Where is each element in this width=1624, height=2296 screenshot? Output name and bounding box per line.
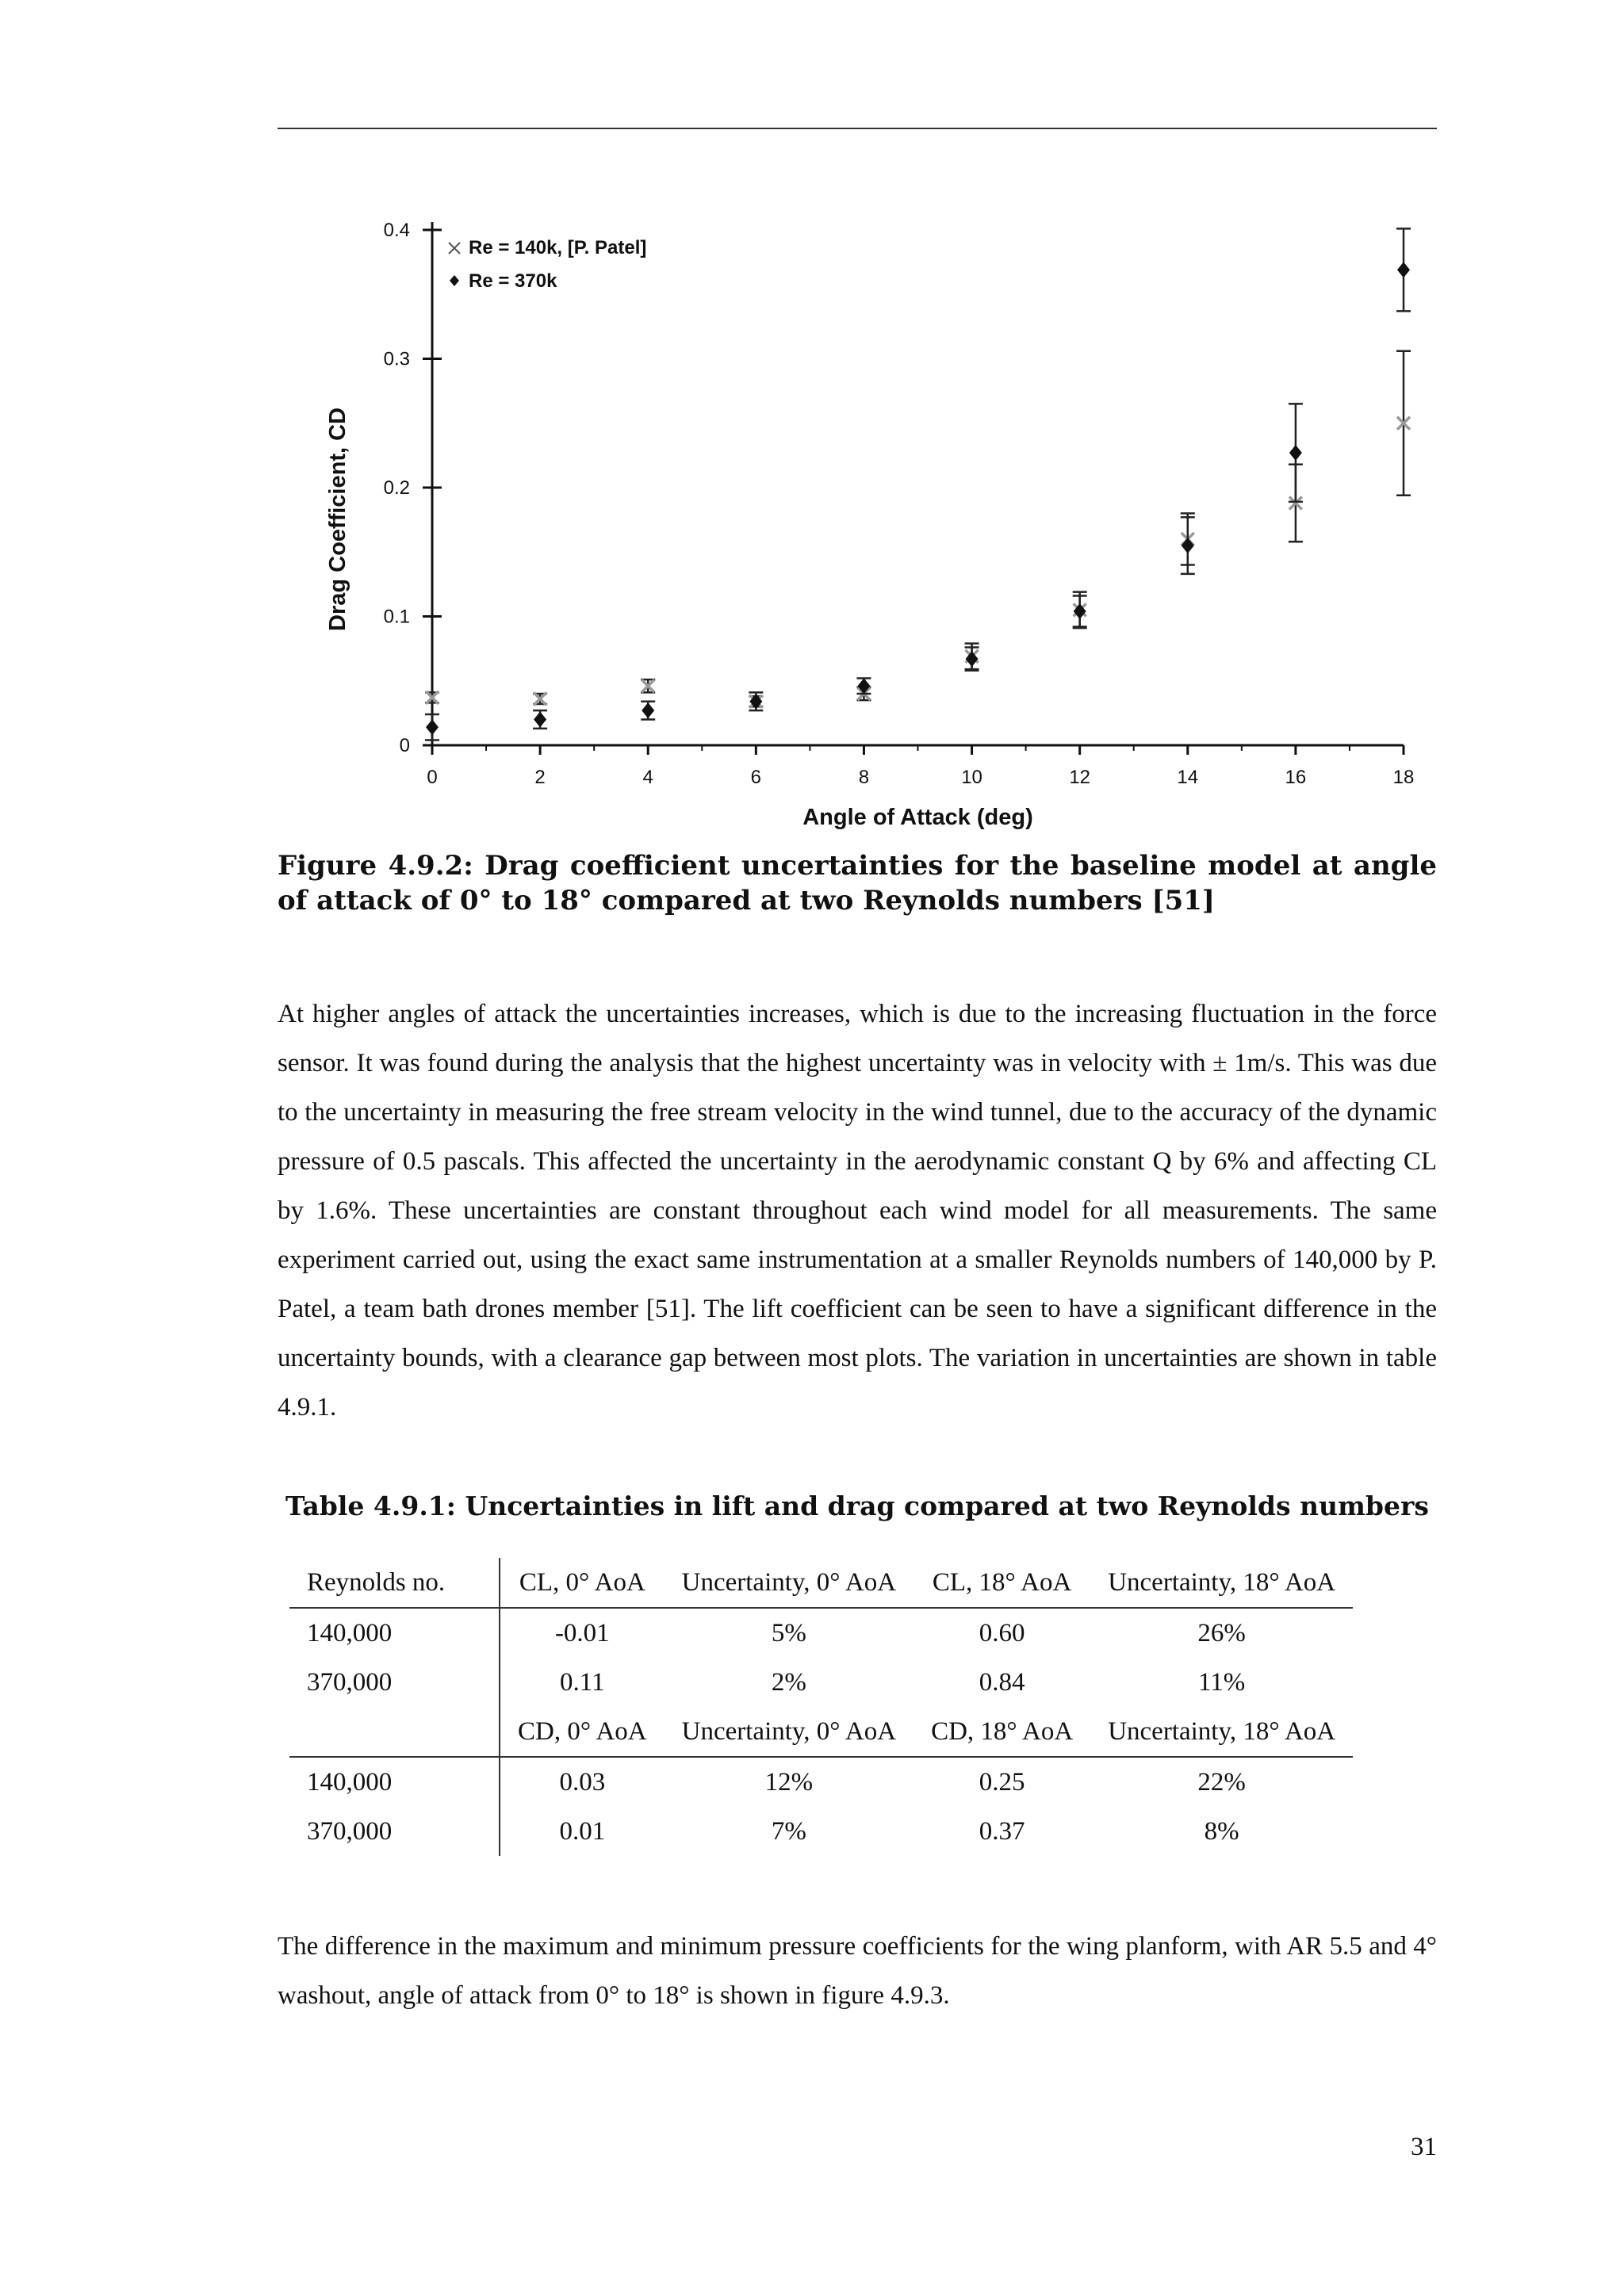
data-point-diamond [1182,538,1194,553]
figure-caption: Figure 4.9.2: Drag coefficient uncertainties for the baseline model at angle of attack of 0° to 18° compared at two Reynolds numbers [51] [278,850,1437,916]
table-cell: 0.25 [979,1767,1025,1797]
table-cell: 2% [771,1667,806,1697]
table-cell: 370,000 [289,1807,500,1856]
table-header-cell: CL, 0° AoA [500,1558,665,1608]
table-header-cell: Uncertainty, 18° AoA [1090,1558,1353,1608]
x-tick-label: 12 [1069,767,1091,788]
x-tick-label: 16 [1285,767,1307,788]
x-tick-label: 4 [642,767,653,788]
data-point-diamond [1289,445,1302,461]
table-header-row [289,1707,1353,1757]
paragraph-uncertainty: At higher angles of attack the uncertainties increases, which is due to the increasing fluctuation in the force sensor. It was found during the analysis that the highest uncertainty was in velocity with ± 1m/s. This was due to the uncertainty in measuring the free stream velocity in the wind tunnel, due to the accuracy of the dynamic pressure of 0.5 pascals. This affected the uncertainty in the aerodynamic constant Q by 6% and affecting CL by 1.6%. These uncertainties are constant throughout each wind model for all measurements. The same experiment carried out, using the exact same instrumentation at a smaller Reynolds numbers of 140,000 by P. Patel, a team bath drones member [51]. The lift coefficient can be seen to have a significant difference in the uncertainty bounds, with a clearance gap between most plots. The variation in uncertainties are shown in table 4.9.1. [278,1000,1437,1422]
table-cell: 11% [1198,1667,1246,1697]
table-row [289,1807,1353,1856]
y-tick-label: 0 [399,735,410,756]
table-cell: 140,000 [289,1608,500,1658]
y-axis-label: Drag Coefficient, CD [325,408,350,631]
table-row [289,1608,1353,1658]
drag-coefficient-chart [301,206,1427,840]
x-tick-label: 18 [1392,767,1415,788]
data-point-diamond [642,702,654,718]
page-number: 31 [1411,2133,1437,2161]
x-tick-label: 14 [1177,767,1199,788]
table-cell: 8% [1204,1816,1239,1846]
data-point-diamond [1397,262,1410,277]
legend-marker-diamond [450,275,459,286]
x-tick-label: 8 [858,767,870,788]
header-rule [278,128,1437,129]
table-header-cell: Uncertainty, 0° AoA [665,1707,914,1757]
table-cell: 0.84 [979,1667,1025,1697]
table-cell: 370,000 [289,1658,500,1707]
x-tick-label: 10 [961,767,982,788]
table-caption: Table 4.9.1: Uncertainties in lift and drag compared at two Reynolds numbers [285,1490,1429,1521]
paragraph-pressure: The difference in the maximum and minimum pressure coefficients for the wing planform, with AR 5.5 and 4° washout, angle of attack from 0° to 18° is shown in figure 4.9.3. [278,1932,1437,2010]
table-header-row [289,1558,1353,1608]
table-cell: 22% [1197,1767,1246,1797]
data-point-diamond [857,678,870,694]
data-point-diamond [534,712,546,728]
data-point-diamond [426,719,439,735]
y-tick-label: 0.2 [383,477,410,499]
table-row [289,1658,1353,1707]
table-cell: 5% [771,1618,806,1647]
table-header-cell: CD, 18° AoA [914,1707,1090,1757]
table-cell: 140,000 [289,1757,500,1807]
table-cell: 12% [764,1767,814,1797]
table-cell: 7% [771,1816,806,1846]
x-tick-label: 6 [750,767,762,788]
uncertainty-table [289,1558,1353,1856]
table-cell: -0.01 [554,1618,610,1647]
x-tick-label: 2 [534,767,546,788]
table-row [289,1757,1353,1807]
table-cell: 0.37 [979,1816,1025,1846]
table-cell: 0.01 [559,1816,606,1846]
table-header-cell: Uncertainty, 18° AoA [1090,1707,1353,1757]
table-header-cell: Uncertainty, 0° AoA [665,1558,914,1608]
y-tick-label: 0.4 [383,220,410,241]
table-header-cell [289,1707,500,1757]
legend-label: Re = 140k, [P. Patel] [469,237,647,258]
table-header-cell: CL, 18° AoA [914,1558,1090,1608]
table-cell: 26% [1197,1618,1246,1647]
table-cell: 0.03 [559,1767,606,1797]
table-cell: 0.11 [560,1667,605,1697]
legend-marker-x [449,243,460,254]
y-tick-label: 0.1 [383,606,410,628]
x-tick-label: 0 [427,767,438,788]
y-tick-label: 0.3 [383,348,410,370]
legend-label: Re = 370k [469,270,557,292]
x-axis-label: Angle of Attack (deg) [802,805,1033,830]
table-header-cell: CD, 0° AoA [500,1707,665,1757]
table-cell: 0.60 [979,1618,1025,1647]
table-header-cell: Reynolds no. [289,1558,500,1608]
